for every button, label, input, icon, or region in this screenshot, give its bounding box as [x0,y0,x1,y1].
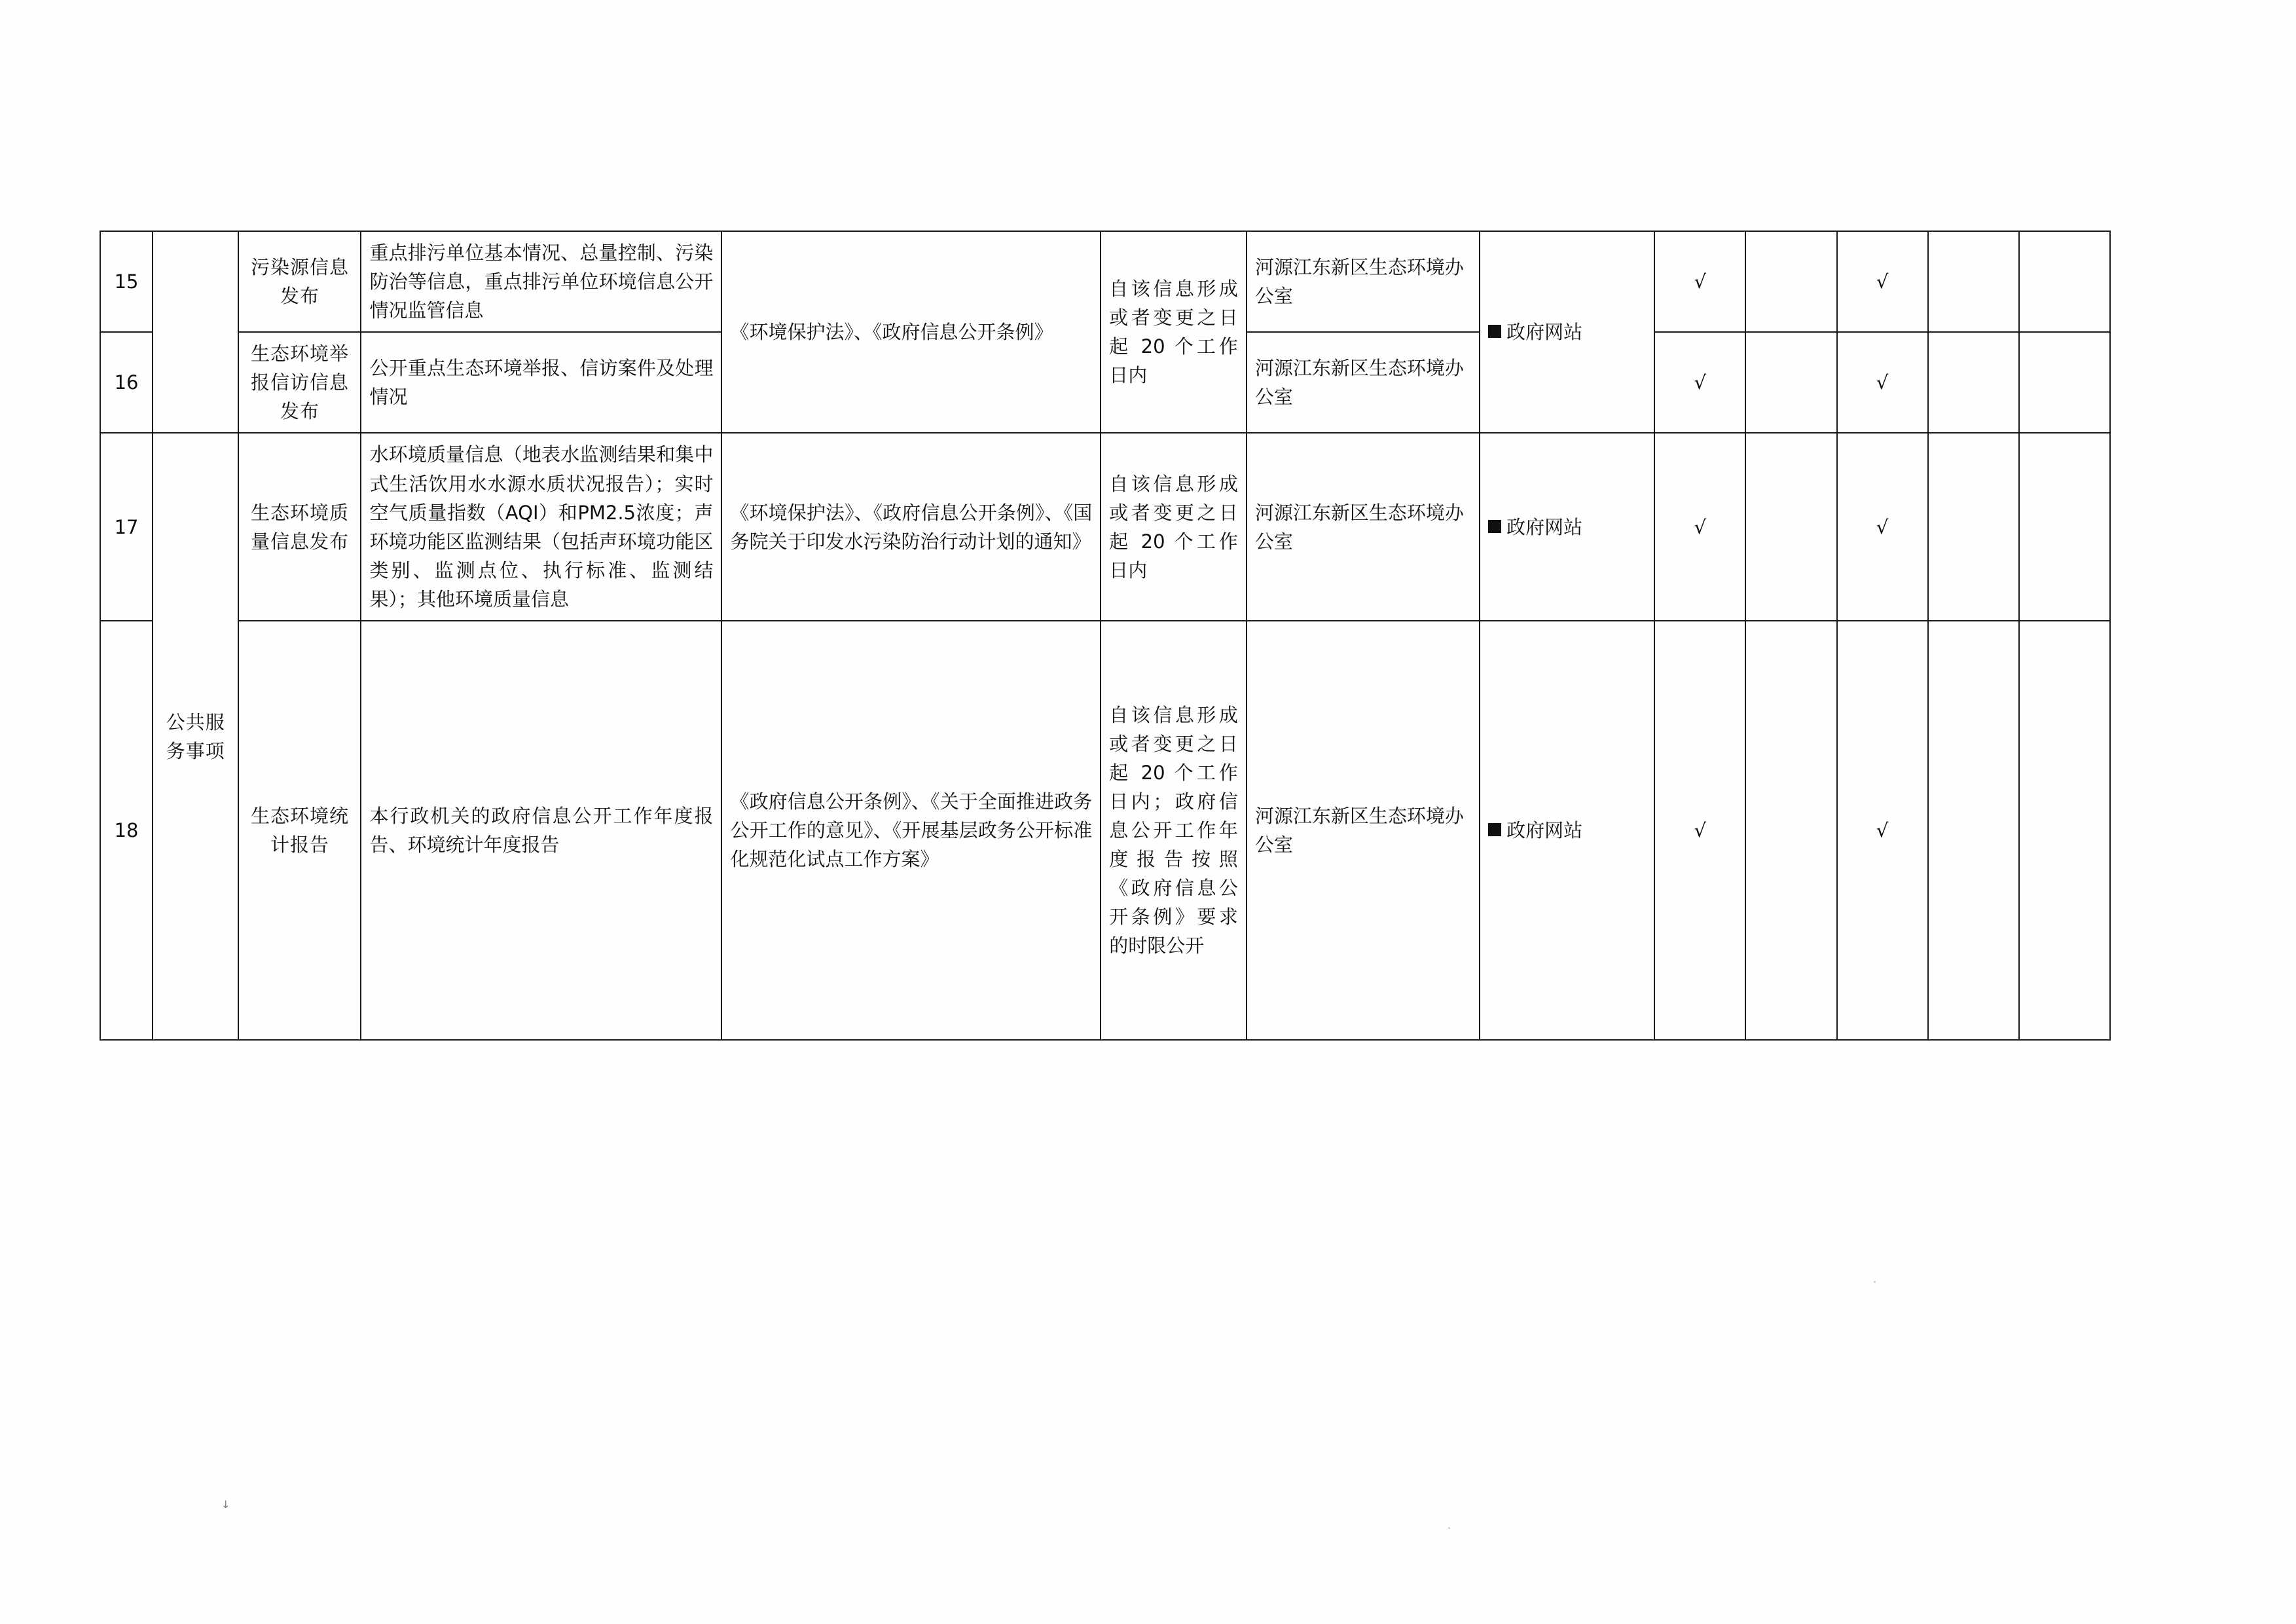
item-basis: 《环境保护法》、《政府信息公开条例》 [721,231,1101,433]
mark-cell-4 [1928,621,2019,1040]
checkbox-filled-icon [1488,823,1501,836]
mark-cell-2 [1745,231,1836,332]
item-basis: 《环境保护法》、《政府信息公开条例》、《国务院关于印发水污染防治行动计划的通知》 [721,433,1101,620]
mark-cell-1: √ [1654,621,1745,1040]
item-channel [1480,433,1654,620]
item-content: 本行政机关的政府信息公开工作年度报告、环境统计年度报告 [361,621,721,1040]
category-cell: 公共服务事项 [153,433,238,1039]
mark-cell-3: √ [1837,621,1928,1040]
row-index: 18 [100,621,153,1040]
mark-cell-3: √ [1837,231,1928,332]
table-row [100,621,2110,1040]
table-row [100,231,2110,332]
item-subject: 河源江东新区生态环境办公室 [1247,621,1480,1040]
item-content: 公开重点生态环境举报、信访案件及处理情况 [361,332,721,433]
mark-cell-1: √ [1654,332,1745,433]
item-channel [1480,621,1654,1040]
category-cell-empty-top [153,231,238,433]
item-timeline: 自该信息形成或者变更之日起 20 个工作日内 [1101,433,1247,620]
mark-cell-4 [1928,332,2019,433]
row-index: 16 [100,332,153,433]
checkbox-filled-icon [1488,520,1501,533]
mark-cell-2 [1745,433,1836,620]
table-row [100,433,2110,620]
item-subject: 河源江东新区生态环境办公室 [1247,231,1480,332]
item-basis: 《政府信息公开条例》、《关于全面推进政务公开工作的意见》、《开展基层政务公开标准化规范化试点工作方案》 [721,621,1101,1040]
item-name: 生态环境举报信访信息发布 [238,332,361,433]
item-name: 污染源信息发布 [238,231,361,332]
item-subject: 河源江东新区生态环境办公室 [1247,433,1480,620]
mark-cell-1: √ [1654,231,1745,332]
mark-cell-3: √ [1837,332,1928,433]
item-name: 生态环境质量信息发布 [238,433,361,620]
channel-label: 政府网站 [1506,321,1583,344]
scan-speck [1874,1281,1876,1283]
mark-cell-4 [1928,433,2019,620]
public-service-items-table [100,231,2111,1041]
item-timeline: 自该信息形成或者变更之日起 20 个工作日内；政府信息公开工作年度报告按照《政府信息公开条例》要求的时限公开 [1101,621,1247,1040]
mark-cell-5 [2019,621,2110,1040]
mark-cell-2 [1745,332,1836,433]
row-index: 15 [100,231,153,332]
item-timeline: 自该信息形成或者变更之日起 20 个工作日内 [1101,231,1247,433]
item-content: 水环境质量信息（地表水监测结果和集中式生活饮用水水源水质状况报告）；实时空气质量指数（AQI）和PM2.5浓度；声环境功能区监测结果（包括声环境功能区类别、监测点位、执行标准、监测结果）；其他环境质量信息 [361,433,721,620]
mark-cell-3: √ [1837,433,1928,620]
scan-artifact-mark: ↓ [221,1498,230,1511]
mark-cell-5 [2019,433,2110,620]
item-channel [1480,231,1654,433]
item-name: 生态环境统计报告 [238,621,361,1040]
mark-cell-4 [1928,231,2019,332]
item-subject: 河源江东新区生态环境办公室 [1247,332,1480,433]
item-content: 重点排污单位基本情况、总量控制、污染防治等信息，重点排污单位环境信息公开情况监管信息 [361,231,721,332]
channel-label: 政府网站 [1506,515,1583,538]
mark-cell-5 [2019,231,2110,332]
scan-speck [1448,1527,1450,1529]
channel-label: 政府网站 [1506,819,1583,841]
row-index: 17 [100,433,153,620]
mark-cell-2 [1745,621,1836,1040]
mark-cell-5 [2019,332,2110,433]
checkbox-filled-icon [1488,325,1501,338]
mark-cell-1: √ [1654,433,1745,620]
